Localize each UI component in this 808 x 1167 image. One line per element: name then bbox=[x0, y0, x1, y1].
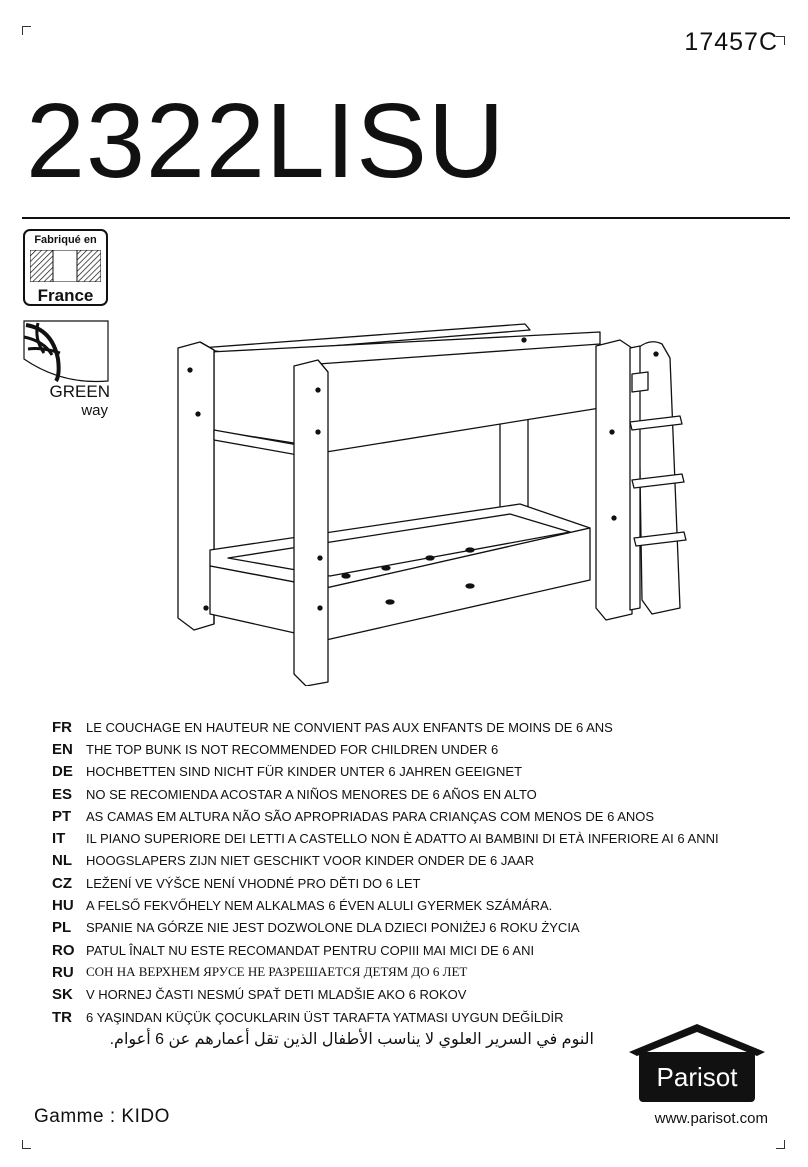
model-title: 2322LISU bbox=[26, 82, 506, 200]
language-code: PL bbox=[52, 919, 72, 937]
warning-line-ro bbox=[52, 939, 792, 961]
warning-text: LE COUCHAGE EN HAUTEUR NE CONVIENT PAS AUX ENFANTS DE MOINS DE 6 ANS bbox=[86, 719, 613, 735]
language-code: FR bbox=[52, 718, 72, 736]
warning-text: NO SE RECOMIENDA ACOSTAR A NIÑOS MENORES DE 6 AÑOS EN ALTO bbox=[86, 786, 537, 802]
language-code: PT bbox=[52, 807, 72, 825]
warning-line-fr bbox=[52, 716, 792, 738]
language-code: CZ bbox=[52, 874, 72, 892]
warning-text: IL PIANO SUPERIORE DEI LETTI A CASTELLO NON È ADATTO AI BAMBINI DI ETÀ INFERIORE AI 6 ANNI bbox=[86, 831, 719, 847]
warning-text: A FELSŐ FEKVŐHELY NEM ALKALMAS 6 ÉVEN ALULI GYERMEK SZÁMÁRA. bbox=[86, 898, 553, 914]
bunk-bed-illustration bbox=[170, 318, 690, 686]
warning-line-ru bbox=[52, 961, 792, 983]
france-label: France bbox=[37, 286, 94, 305]
way-label: way bbox=[81, 402, 108, 419]
warning-text: THE TOP BUNK IS NOT RECOMMENDED FOR CHILDREN UNDER 6 bbox=[86, 741, 499, 757]
warning-text: SPANIE NA GÓRZE NIE JEST DOZWOLONE DLA DZIECI PONIŻEJ 6 ROKU ŻYCIA bbox=[86, 920, 580, 936]
language-code: SK bbox=[52, 986, 73, 1004]
green-label: GREEN bbox=[49, 382, 110, 401]
document-code: 17457C bbox=[684, 28, 778, 56]
warning-line-nl bbox=[52, 850, 792, 872]
brand-name: Parisot bbox=[656, 1062, 738, 1092]
warning-line-hu bbox=[52, 894, 792, 916]
warning-text: HOOGSLAPERS ZIJN NIET GESCHIKT VOOR KINDER ONDER DE 6 JAAR bbox=[86, 853, 535, 869]
warning-line-pl bbox=[52, 917, 792, 939]
language-code: HU bbox=[52, 897, 74, 915]
warning-line-es bbox=[52, 783, 792, 805]
language-code: EN bbox=[52, 740, 73, 758]
warning-text: СОН НА ВЕРХНЕМ ЯРУСЕ НЕ РАЗРЕШАЕТСЯ ДЕТЯМ ДО 6 ЛЕТ bbox=[86, 964, 468, 980]
crop-mark-bottom-right bbox=[776, 1140, 785, 1149]
header-divider bbox=[22, 217, 790, 219]
crop-mark-bottom-left bbox=[22, 1140, 31, 1149]
language-code: ES bbox=[52, 785, 73, 803]
warning-text: PATUL ÎNALT NU ESTE RECOMANDAT PENTRU COPIII MAI MICI DE 6 ANI bbox=[86, 942, 535, 958]
green-way-leaf-icon bbox=[22, 319, 110, 383]
safety-warnings bbox=[52, 716, 792, 1028]
warning-line-de bbox=[52, 761, 792, 783]
warning-text: AS CAMAS EM ALTURA NÃO SÃO APROPRIADAS PARA CRIANÇAS COM MENOS DE 6 ANOS bbox=[86, 808, 655, 824]
made-in-france-badge bbox=[23, 229, 108, 306]
warning-line-ar: النوم في السرير العلوي لا يناسب الأطفال الذين تقل أعمارهم عن 6 أعوام. bbox=[109, 1031, 594, 1048]
warning-text: 6 YAŞINDAN KÜÇÜK ÇOCUKLARIN ÜST TARAFTA YATMASI UYGUN DEĞİLDİR bbox=[86, 1009, 564, 1025]
made-in-label: Fabriqué en bbox=[34, 234, 97, 246]
parisot-logo bbox=[625, 1022, 770, 1104]
french-flag-icon bbox=[30, 250, 101, 282]
language-code: DE bbox=[52, 763, 73, 781]
language-code: RO bbox=[52, 941, 75, 959]
warning-text: HOCHBETTEN SIND NICHT FÜR KINDER UNTER 6 JAHREN GEEIGNET bbox=[86, 764, 523, 780]
warning-text: LEŽENÍ VE VÝŠCE NENÍ VHODNÉ PRO DĚTI DO 6 LET bbox=[86, 875, 421, 891]
warning-line-pt bbox=[52, 805, 792, 827]
warning-line-it bbox=[52, 827, 792, 849]
language-code: IT bbox=[52, 830, 66, 848]
warning-line-cz bbox=[52, 872, 792, 894]
crop-mark-top-left bbox=[22, 26, 31, 35]
warning-line-sk bbox=[52, 984, 792, 1006]
language-code: RU bbox=[52, 963, 74, 981]
warning-line-en bbox=[52, 738, 792, 760]
language-code: TR bbox=[52, 1008, 72, 1026]
website-url: www.parisot.com bbox=[654, 1110, 768, 1127]
green-way-badge bbox=[22, 319, 110, 419]
warning-text: V HORNEJ ČASTI NESMÚ SPAŤ DETI MLADŠIE AKO 6 ROKOV bbox=[86, 987, 467, 1003]
language-code: NL bbox=[52, 852, 72, 870]
product-range: Gamme : KIDO bbox=[34, 1106, 170, 1127]
